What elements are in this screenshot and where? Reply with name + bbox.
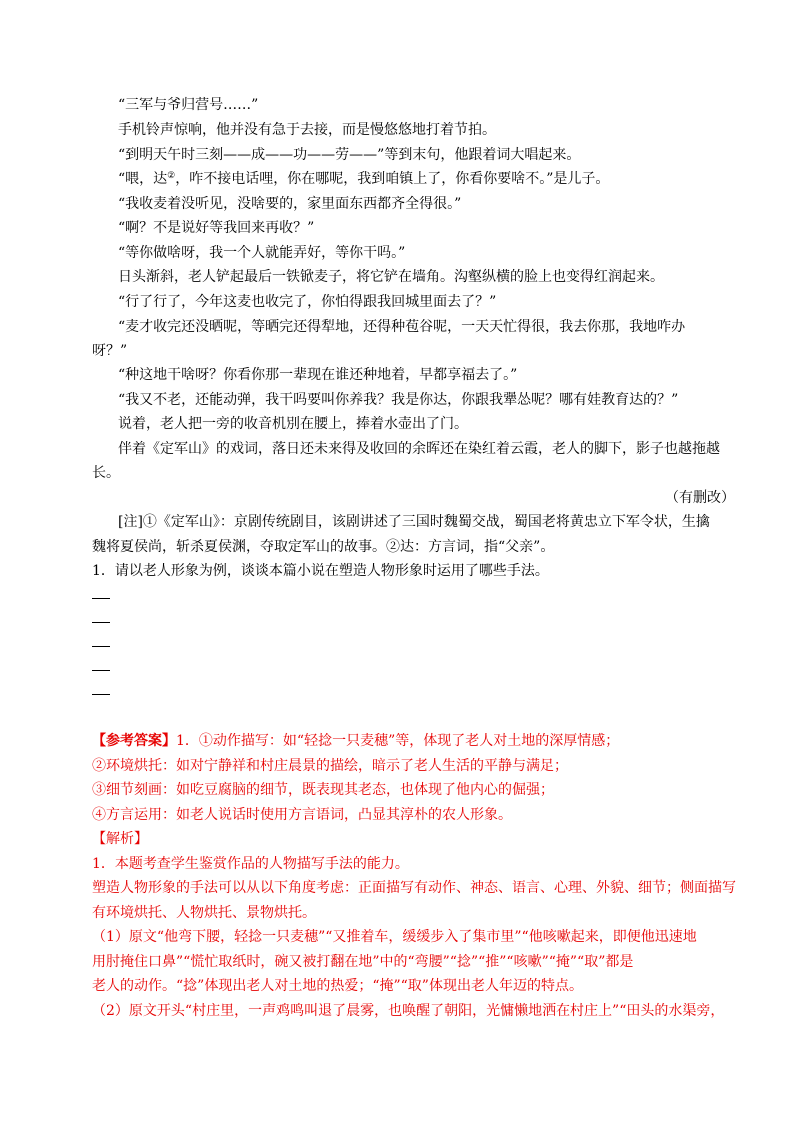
answer-blank-line — [92, 670, 110, 671]
footnote-continued: 魏将夏侯尚，斩杀夏侯渊，夺取定军山的故事。②达：方言词，指“父亲”。 — [92, 539, 555, 555]
story-paragraph: “到明天午时三刻——成——功——劳——”等到末句，他跟着词大唱起来。 — [118, 147, 581, 163]
story-paragraph-continued: 呀？” — [92, 343, 128, 359]
story-paragraph: 说着，老人把一旁的收音机別在腰上，捧着水壶出了门。 — [118, 416, 468, 432]
story-paragraph: “我收麦着没听见，没啥要的，家里面东西都齐全得很。” — [118, 196, 462, 212]
story-paragraph: “三军与爷归营号……” — [118, 97, 259, 113]
analysis-line: 有环境烘托、人物烘托、景物烘托。 — [92, 905, 316, 921]
footnote-marker: ② — [167, 171, 176, 181]
story-paragraph: 手机铃声惊响，他并没有急于去接，而是慢悠悠地打着节拍。 — [118, 122, 496, 138]
answer-blank-line — [92, 694, 110, 695]
answer-line: ③细节刻画：如吃豆腐脑的细节，既表现其老态，也体现了他内心的倔强； — [92, 782, 554, 798]
analysis-line: （1）原文“他弯下腰，轻捻一只麦穗”“又推着车，缓缓步入了集市里”“他咳嗽起来，即便他迅速地 — [92, 929, 697, 945]
answer-blank-line — [92, 646, 110, 647]
story-paragraph: 伴着《定军山》的戏词，落日还未来得及收回的余晖还在染红着云霞，老人的脚下，影子也越拖越 — [118, 441, 720, 457]
story-paragraph: 日头渐斜，老人铲起最后一铁锨麦子，将它铲在墙角。沟壑纵横的脸上也变得红润起来。 — [118, 269, 664, 285]
analysis-line: 塑造人物形象的手法可以从以下角度考虑：正面描写有动作、神态、语言、心理、外貌、细节；侧面描写 — [92, 880, 736, 896]
story-paragraph-continued: 长。 — [92, 465, 120, 481]
answer-line: ②环境烘托：如对宁静祥和村庄晨景的描绘，暗示了老人生活的平静与满足； — [92, 758, 568, 774]
dialogue-text: “喂，达 — [118, 171, 168, 187]
analysis-label: 【解析】 — [92, 831, 148, 847]
story-paragraph: “行了行了，今年这麦也收完了，你怕得跟我回城里面去了？” — [118, 294, 497, 310]
dialogue-text: ，咋不接电话哩，你在哪呢，我到咱镇上了，你看你要啥不。”是儿子。 — [175, 171, 610, 187]
answer-line — [92, 732, 619, 750]
answer-blank-line — [92, 622, 110, 623]
question-text: 1．请以老人形象为例，谈谈本篇小说在塑造人物形象时运用了哪些手法。 — [92, 563, 549, 579]
footnote: [注]①《定军山》：京剧传统剧目，该剧讲述了三国时魏蜀交战，蜀国老将黄忠立下军令状，生擒 — [118, 514, 710, 530]
analysis-line: 用肘掩住口鼻”“慌忙取纸时，碗又被打翻在地”中的“弯腰”“捻”“推”“咳嗽”“掩”“取”都是 — [92, 954, 634, 970]
story-paragraph: “种这地干啥呀？你看你那一辈现在谁还种地着，早都享福去了。” — [118, 367, 518, 383]
source-note: （有删改） — [665, 490, 735, 506]
analysis-line: 老人的动作。“捻”体现出老人对土地的热爱；“掩”“取”体现出老人年迈的特点。 — [92, 978, 583, 994]
story-paragraph: “麦才收完还没晒呢，等晒完还得犁地，还得种苞谷呢，一天天忙得很，我去你那，我地咋办 — [118, 319, 686, 335]
answer-blank-line — [92, 598, 110, 599]
answer-line: ④方言运用：如老人说话时使用方言语词，凸显其淳朴的农人形象。 — [92, 807, 512, 823]
story-paragraph: “我又不老，还能动弹，我干吗要叫你养我？我是你达，你跟我犟怂呢？哪有娃教育达的？” — [118, 392, 679, 408]
analysis-line: 1．本题考查学生鉴赏作品的人物描写手法的能力。 — [92, 856, 409, 872]
answer-label: 【参考答案】 — [92, 733, 176, 749]
story-paragraph — [118, 170, 609, 188]
answer-text: 1．①动作描写：如“轻捻一只麦穗”等，体现了老人对土地的深厚情感； — [176, 733, 620, 749]
story-paragraph: “等你做啥呀，我一个人就能弄好，等你干吗。” — [118, 245, 406, 261]
story-paragraph: “啊？不是说好等我回来再收？” — [118, 220, 315, 236]
analysis-line: （2）原文开头“村庄里，一声鸡鸣叫退了晨雾，也唤醒了朝阳，光慵懒地洒在村庄上”“田头的水渠旁， — [92, 1003, 725, 1019]
